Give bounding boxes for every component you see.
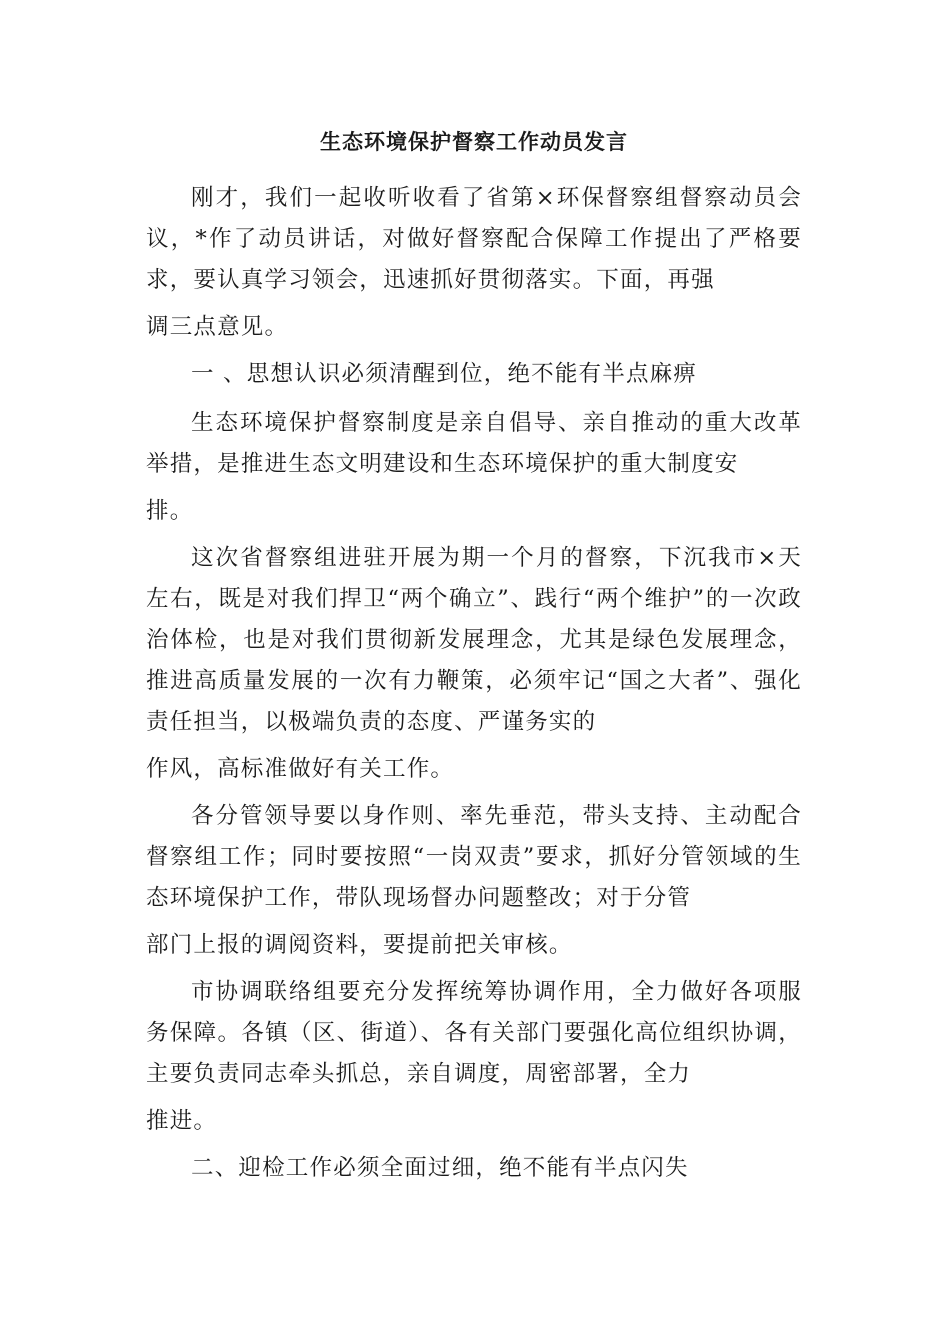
paragraph-3 [146, 796, 802, 966]
section-heading-2: 二、迎检工作必须全面过细，绝不能有半点闪失 [191, 1155, 689, 1181]
paragraph-2-last-line: 作风，高标准做好有关工作。 [146, 756, 455, 782]
paragraph-3-main-text: 各分管领导要以身作则、率先垂范，带头支持、主动配合督察组工作；同时要按照“一岗双责”要求，抓好分管领域的生态环境保护工作，带队现场督办问题整改；对于分管 [146, 803, 802, 911]
document-title: 生态环境保护督察工作动员发言 [320, 129, 628, 154]
paragraph-3-last-line: 部门上报的调阅资料，要提前把关审核。 [146, 932, 573, 958]
paragraph-4-last-line: 推进。 [146, 1108, 218, 1134]
document-page [146, 118, 802, 1197]
intro-main-text: 刚才，我们一起收听收看了省第×环保督察组督察动员会议，*作了动员讲话，对做好督察配合保障工作提出了严格要求，要认真学习领会，迅速抓好贯彻落实。下面，再强 [146, 185, 802, 293]
paragraph-1 [146, 403, 802, 532]
paragraph-1-main-text: 生态环境保护督察制度是亲自倡导、亲自推动的重大改革举措，是推进生态文明建设和生态环境保护的重大制度安 [146, 410, 802, 477]
paragraph-2 [146, 538, 802, 790]
paragraph-1-last-line: 排。 [146, 498, 194, 524]
intro-last-line: 调三点意见。 [146, 314, 289, 340]
intro-paragraph [146, 178, 802, 348]
paragraph-2-main-text: 这次省督察组进驻开展为期一个月的督察，下沉我市×天左右，既是对我们捍卫“两个确立”、践行“两个维护”的一次政治体检，也是对我们贯彻新发展理念，尤其是绿色发展理念，推进高质量发展的一次有力鞭策，必须牢记“国之大者”、强化责任担当，以极端负责的态度、严谨务实的 [146, 545, 802, 735]
paragraph-4 [146, 972, 802, 1142]
paragraph-4-main-text: 市协调联络组要充分发挥统筹协调作用，全力做好各项服务保障。各镇（区、街道）、各有关部门要强化高位组织协调，主要负责同志牵头抓总，亲自调度，周密部署，全力 [146, 979, 802, 1087]
section-heading-1: 一 、思想认识必须清醒到位，绝不能有半点麻痹 [191, 361, 698, 387]
